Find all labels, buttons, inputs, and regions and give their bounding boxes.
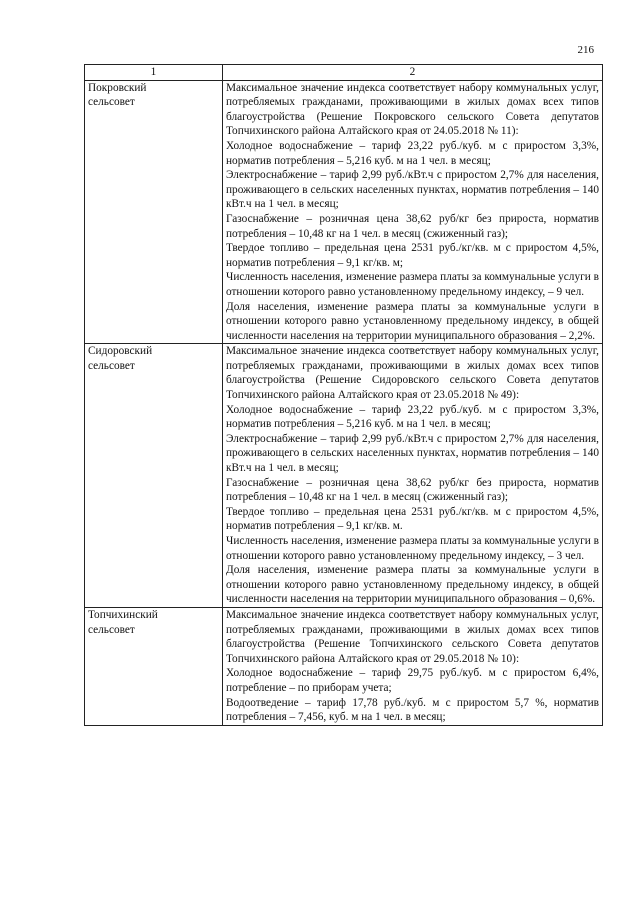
- region-name-line: сельсовет: [88, 623, 135, 636]
- region-name-line: сельсовет: [88, 359, 135, 372]
- paragraph: Холодное водоснабжение – тариф 29,75 руб./куб. м с приростом 6,4%, потребление – по приборам учета;: [226, 667, 599, 694]
- description-cell: [223, 344, 603, 608]
- paragraph: Максимальное значение индекса соответствует набору коммунальных услуг, потребляемых гражданами, проживающими в жилых домах всех типов благоустройства (Решение Покровского сельского Совета депутатов Топчихинского района Алтайского края от 24.05.2018 № 11):: [226, 81, 599, 138]
- utilities-index-table: [84, 64, 603, 726]
- table-row: [85, 607, 603, 725]
- paragraph: Электроснабжение – тариф 2,99 руб./кВт.ч с приростом 2,7% для населения, проживающего в сельских населенных пунктах, норматив потребления – 140 кВт.ч на 1 чел. в месяц;: [226, 432, 599, 475]
- region-name-line: Покровский: [88, 81, 147, 94]
- paragraph: Численность населения, изменение размера платы за коммунальные услуги в отношении которого равно установленному предельному индексу, – 9 чел.: [226, 271, 599, 298]
- paragraph: Электроснабжение – тариф 2,99 руб./кВт.ч с приростом 2,7% для населения, проживающего в сельских населенных пунктах, норматив потребления – 140 кВт.ч на 1 чел. в месяц;: [226, 169, 599, 211]
- region-name-line: Топчихинский: [88, 608, 158, 621]
- paragraph: Водоотведение – тариф 17,78 руб./куб. м с приростом 5,7 %, норматив потребления – 7,456, куб. м на 1 чел. в месяц;: [226, 696, 599, 724]
- region-name-line: Сидоровский: [88, 345, 153, 358]
- paragraph: Доля населения, изменение размера платы за коммунальные услуги в отношении которого равно установленному предельному индексу, в общей численности населения на территории муниципального образования – 2,2%.: [226, 300, 599, 342]
- column-header-1: 1: [85, 65, 223, 81]
- table-row: [85, 344, 603, 608]
- page-number: 216: [577, 44, 594, 56]
- table-row: [85, 80, 603, 344]
- paragraph: Твердое топливо – предельная цена 2531 руб./кг/кв. м с приростом 4,5%, норматив потребления – 9,1 кг/кв. м.: [226, 505, 599, 533]
- paragraph: Численность населения, изменение размера платы за коммунальные услуги в отношении которого равно установленному предельному индексу, – 3 чел.: [226, 535, 599, 562]
- paragraph: Газоснабжение – розничная цена 38,62 руб/кг без прироста, норматив потребления – 10,48 кг на 1 чел. в месяц (сжиженный газ);: [226, 212, 599, 240]
- paragraph: Доля населения, изменение размера платы за коммунальные услуги в отношении которого равно установленному предельному индексу, в общей численности населения на территории муниципального образования – 0,6%.: [226, 564, 599, 606]
- description-cell: [223, 80, 603, 344]
- paragraph: Газоснабжение – розничная цена 38,62 руб/кг без прироста, норматив потребления – 10,48 кг на 1 чел. в месяц (сжиженный газ);: [226, 476, 599, 504]
- paragraph: Твердое топливо – предельная цена 2531 руб./кг/кв. м с приростом 4,5%, норматив потребления – 9,1 кг/кв. м;: [226, 242, 599, 269]
- region-cell: [85, 80, 223, 344]
- paragraph: Холодное водоснабжение – тариф 23,22 руб./куб. м с приростом 3,3%, норматив потребления – 5,216 куб. м на 1 чел. в месяц;: [226, 139, 599, 167]
- table-header-row: [85, 65, 603, 81]
- column-header-2: 2: [223, 65, 603, 81]
- paragraph: Максимальное значение индекса соответствует набору коммунальных услуг, потребляемых гражданами, проживающими в жилых домах всех типов благоустройства (Решение Сидоровского сельского Совета депутатов Топчихинского района Алтайского края от 23.05.2018 № 49):: [226, 345, 599, 402]
- region-name-line: сельсовет: [88, 96, 135, 109]
- paragraph: Холодное водоснабжение – тариф 23,22 руб./куб. м с приростом 3,3%, норматив потребления – 5,216 куб. м на 1 чел. в месяц;: [226, 403, 599, 431]
- description-cell: [223, 607, 603, 725]
- paragraph: Максимальное значение индекса соответствует набору коммунальных услуг, потребляемых гражданами, проживающими в жилых домах всех типов благоустройства (Решение Топчихинского сельского Совета депутатов Топчихинского района Алтайского края от 29.05.2018 № 10):: [226, 608, 599, 665]
- region-cell: [85, 607, 223, 725]
- region-cell: [85, 344, 223, 608]
